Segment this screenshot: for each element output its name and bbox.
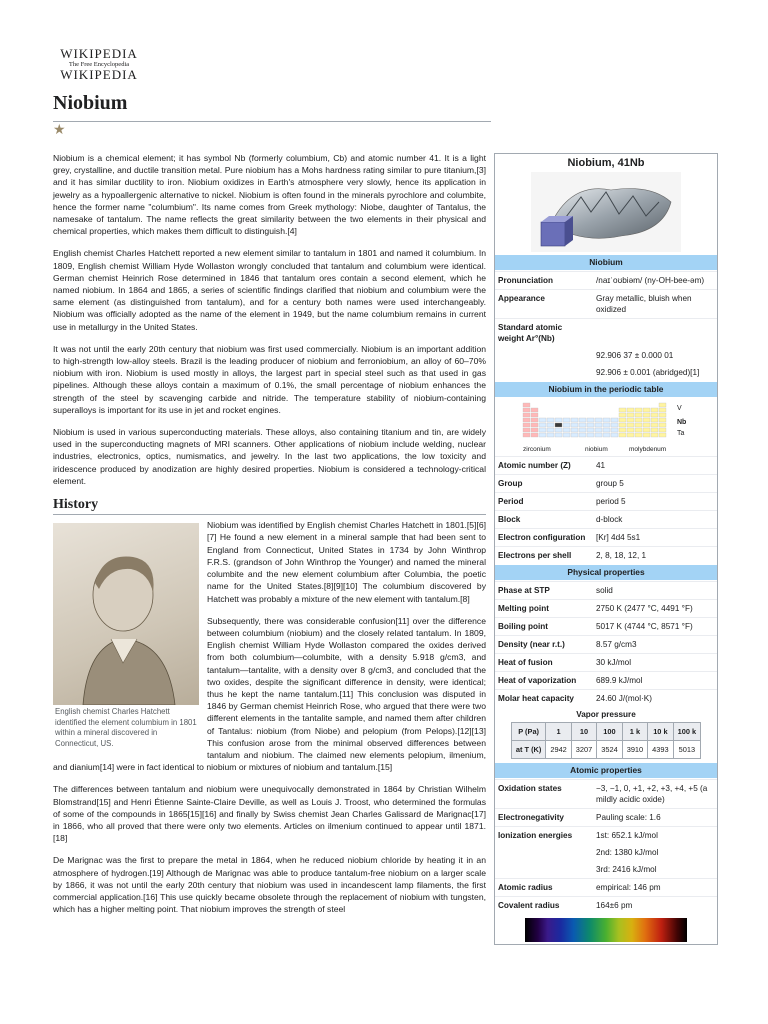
pt-cell — [547, 433, 554, 437]
infobox-row-label — [495, 364, 593, 381]
infobox-row — [495, 581, 717, 599]
hatchett-portrait[interactable] — [53, 523, 199, 705]
pt-cell — [587, 433, 594, 437]
vp-t-label: at T (K) — [511, 741, 545, 759]
vp-t-cell: 5013 — [673, 741, 701, 759]
pt-cell — [555, 418, 562, 422]
spectral-lines-image[interactable] — [525, 918, 687, 942]
infobox-row — [495, 861, 717, 878]
pt-cell — [579, 418, 586, 422]
pt-cell — [635, 423, 642, 427]
page-title: Niobium — [53, 92, 128, 114]
infobox-rows-position — [495, 456, 717, 564]
infobox-row-label: Heat of vaporization — [498, 676, 577, 685]
pt-cell — [635, 428, 642, 432]
title-divider — [53, 121, 491, 122]
infobox-row — [495, 617, 717, 635]
infobox-row — [495, 546, 717, 564]
infobox-row-value: 41 — [596, 461, 606, 470]
infobox-row-value: 2nd: 1380 kJ/mol — [596, 848, 659, 857]
infobox-row-value: 689.9 kJ/mol — [596, 676, 643, 685]
infobox-row-label: Heat of fusion — [498, 658, 553, 667]
pt-cell — [539, 428, 546, 432]
infobox-row-value: solid — [596, 586, 613, 595]
pt-cell — [659, 433, 666, 437]
infobox-row — [495, 599, 717, 617]
pt-cell — [587, 418, 594, 422]
infobox-row-value: 8.57 g/cm3 — [596, 640, 637, 649]
vp-p-cell: 1 — [546, 723, 571, 741]
infobox-row-label: Pronunciation — [498, 276, 554, 285]
pt-cell — [627, 418, 634, 422]
hatchett-caption: English chemist Charles Hatchett identified the element columbium in 1801 within a mineral discovered in Connecticut, US. — [55, 707, 197, 749]
pt-cell — [627, 433, 634, 437]
pt-cell — [563, 433, 570, 437]
pt-cell — [643, 423, 650, 427]
history-paragraph-3: The differences between tantalum and niobium were unequivocally demonstrated in 1864 by Christian Wilhelm Blomstrand[15] and Henri Étienne Sainte-Claire Deville, as well as Louis J. Troost, who determined the formulas of some of the compounds in 1865[15][16] and finally by Swiss chemist Jean Charles Galissard de Marignac[17] in 1866, who all proved that there were only two elements. Articles on ilmenium continued to appear until 1871.[18] — [53, 784, 486, 844]
infobox-row-label: Electrons per shell — [498, 551, 572, 560]
pt-cell — [547, 428, 554, 432]
infobox-row-label: Density (near r.t.) — [498, 640, 565, 649]
infobox-row — [495, 635, 717, 653]
pt-cell — [555, 433, 562, 437]
pt-cell — [619, 423, 626, 427]
infobox-row-value: 3rd: 2416 kJ/mol — [596, 865, 657, 874]
lead-paragraph-1: Niobium is a chemical element; it has symbol Nb (formerly columbium, Cb) and atomic number 41. It is a light grey, crystalline, and ductile transition metal. Pure niobium has a Mohs hardness rating similar to pure titanium,[3] and it has similar ductility to iron. Niobium oxidizes in Earth's atmosphere very slowly, hence its application in jewelry as a hypoallergenic alternative to nickel. Niobium is often found in the minerals pyrochlore and columbite, hence the former name "columbium". Its name comes from Greek mythology: Niobe, daughter of Tantalus, the namesake of tantalum. The name reflects the great similarity between the two elements in their physical and chemical properties, which makes them difficult to distinguish.[4] — [53, 153, 486, 237]
pt-cell — [523, 428, 530, 432]
infobox-row — [495, 844, 717, 861]
infobox-row — [495, 779, 717, 808]
pt-cell — [619, 433, 626, 437]
pt-cell — [659, 423, 666, 427]
vapor-pressure-table — [511, 722, 701, 759]
pt-cell — [659, 403, 666, 407]
infobox-row-label: Group — [498, 479, 523, 488]
pt-cell — [523, 418, 530, 422]
niobium-crystal-image[interactable] — [531, 172, 681, 252]
pt-cell — [531, 423, 538, 427]
infobox-row-label: Ionization energies — [498, 831, 573, 840]
infobox-row-label: Boiling point — [498, 622, 549, 631]
pt-cell — [651, 413, 658, 417]
infobox-row-label: Electron configuration — [498, 533, 586, 542]
pt-cell — [643, 413, 650, 417]
infobox-row — [495, 289, 717, 318]
pt-cell — [571, 423, 578, 427]
infobox-title: Niobium, 41Nb — [567, 157, 645, 169]
infobox-row — [495, 689, 717, 707]
infobox-row-value: Gray metallic, bluish when oxidized — [596, 294, 692, 314]
infobox-row-value: 92.906 37 ± 0.000 01 — [596, 351, 674, 360]
infobox-rows-atomic — [495, 779, 717, 914]
infobox-row-label: Period — [498, 497, 524, 506]
pt-cell — [595, 428, 602, 432]
pt-cell — [555, 428, 562, 432]
pt-cell — [611, 418, 618, 422]
pt-cell — [531, 408, 538, 412]
logo-wordmark: WIKIPEDIA — [60, 46, 138, 61]
pt-cell — [547, 418, 554, 422]
infobox-row-value: 5017 K (4744 °C, 8571 °F) — [596, 622, 693, 631]
vp-t-cell: 2942 — [546, 741, 571, 759]
vp-p-cell: 100 — [597, 723, 622, 741]
pt-cell — [619, 408, 626, 412]
vp-p-cell: 10 k — [648, 723, 673, 741]
pt-cell — [595, 423, 602, 427]
pt-cell — [627, 428, 634, 432]
pt-cell — [587, 423, 594, 427]
article-body — [53, 152, 486, 925]
pt-label-nb: Nb — [677, 419, 687, 426]
infobox-row-label: Phase at STP — [498, 586, 550, 595]
pt-cell — [611, 428, 618, 432]
infobox-row — [495, 510, 717, 528]
pt-cell — [539, 418, 546, 422]
pt-cell — [571, 428, 578, 432]
pt-cell — [635, 408, 642, 412]
infobox-row-value: 92.906 ± 0.001 (abridged)[1] — [596, 368, 700, 377]
pt-label-ta: Ta — [677, 430, 685, 437]
pt-cell — [627, 413, 634, 417]
pt-cell — [523, 413, 530, 417]
history-paragraph-4: De Marignac was the first to prepare the metal in 1864, when he reduced niobium chloride by heating it in an atmosphere of hydrogen.[19] Although de Marignac was able to produce tantalum-free niobium on a larger scale by 1866, it was not until the early 20th century that niobium was used in incandescent lamp filaments, the first commercial application.[16] This use quickly became obsolete through the replacement of niobium with tungsten, which has a higher melting point. That niobium improves the strength of steel — [53, 855, 486, 915]
infobox-row-label: Standard atomic weight Ar°(Nb) — [498, 323, 563, 343]
pt-cell — [539, 433, 546, 437]
history-heading: History — [53, 499, 486, 515]
lead-paragraph-3: It was not until the early 20th century that niobium was first used commercially. Niobium is an important addition to high-strength low-alloy steels. Brazil is the leading producer of niobium and ferroniobium, an alloy of 60–70% niobium with iron. Niobium is used mostly in alloys, the largest part in special steel such as that used in gas pipelines. Although these alloys contain a maximum of 0.1%, the small percentage of niobium enhances the strength of the steel by scavenging carbide and nitride. The temperature stability of niobium-containing superalloys is important for its use in jet and rocket engines. — [53, 343, 486, 415]
pt-cell — [579, 423, 586, 427]
infobox-row-value: 164±6 pm — [596, 901, 633, 910]
infobox-row — [495, 271, 717, 289]
history-paragraph-1: Niobium was identified by English chemist Charles Hatchett in 1801.[5][6][7] He found a new element in a mineral sample that had been sent to England from Connecticut, United States in 1734 by John Winthrop F.R.S. (grandson of John Winthrop the Younger) and named the mineral columbite and the new element columbium after Columbia, the poetic name for the United States.[8][9][10] The columbium discovered by Hatchett was probably a mixture of the new element with tantalum.[8] — [207, 520, 486, 604]
pt-cell — [659, 418, 666, 422]
infobox-row — [495, 826, 717, 844]
infobox-row — [495, 347, 717, 364]
pt-cell — [611, 433, 618, 437]
pt-cell — [651, 433, 658, 437]
hatchett-figure — [53, 523, 199, 751]
vp-t-cell: 3910 — [622, 741, 647, 759]
infobox-row — [495, 671, 717, 689]
infobox-row-label: Molar heat capacity — [498, 694, 574, 703]
pt-cell — [595, 433, 602, 437]
pt-cell — [603, 433, 610, 437]
pt-cell — [523, 403, 530, 407]
pt-cell — [611, 423, 618, 427]
logo-tagline: The Free Encyclopedia — [68, 61, 130, 68]
pt-cell — [643, 418, 650, 422]
vp-t-cell: 4393 — [648, 741, 673, 759]
infobox-row — [495, 878, 717, 896]
pt-cell — [643, 428, 650, 432]
infobox-row-label: Atomic radius — [498, 883, 553, 892]
infobox-row — [495, 808, 717, 826]
infobox-row-label: Oxidation states — [498, 784, 562, 793]
pt-cell — [579, 428, 586, 432]
infobox-row-label: Melting point — [498, 604, 549, 613]
infobox-row-value: 1st: 652.1 kJ/mol — [596, 831, 658, 840]
pt-cell — [619, 413, 626, 417]
infobox-row — [495, 318, 717, 347]
pt-cell — [603, 418, 610, 422]
infobox-rows-general — [495, 271, 717, 381]
infobox-row — [495, 474, 717, 492]
pt-cell — [571, 433, 578, 437]
vp-p-cell: 100 k — [673, 723, 701, 741]
element-infobox — [494, 153, 718, 945]
featured-star-icon: ★ — [53, 121, 66, 137]
pt-cell — [539, 423, 546, 427]
infobox-row — [495, 653, 717, 671]
logo-wordmark-2: WIKIPEDIA — [60, 67, 138, 82]
section-atomic: Atomic properties — [495, 763, 717, 778]
pt-cell — [643, 433, 650, 437]
infobox-row-value: 2750 K (2477 °C, 4491 °F) — [596, 604, 693, 613]
section-niobium: Niobium — [495, 255, 717, 270]
pt-cell — [651, 423, 658, 427]
pt-cell — [579, 433, 586, 437]
pt-label-niobium: niobium — [585, 446, 608, 453]
infobox-row-label — [495, 861, 593, 878]
pt-cell — [635, 418, 642, 422]
periodic-table-mini[interactable] — [495, 398, 717, 456]
infobox-row-value: [Kr] 4d4 5s1 — [596, 533, 641, 542]
infobox-row-label: Covalent radius — [498, 901, 560, 910]
pt-cell — [523, 423, 530, 427]
pt-cell — [563, 423, 570, 427]
pt-cell — [651, 408, 658, 412]
infobox-row-value: 30 kJ/mol — [596, 658, 632, 667]
lead-paragraph-4: Niobium is used in various superconducting materials. These alloys, also containing titanium and tin, are widely used in the superconducting magnets of MRI scanners. Other applications of niobium include welding, nuclear industries, electronics, optics, numismatics, and jewelry. In the last two applications, the low toxicity and iridescence produced by anodization are highly desired properties. Niobium is considered a technology-critical element. — [53, 427, 486, 486]
pt-cell — [659, 413, 666, 417]
pt-cell — [523, 433, 530, 437]
infobox-row-value: 24.60 J/(mol·K) — [596, 694, 652, 703]
pt-cell — [651, 428, 658, 432]
infobox-row-label — [495, 347, 593, 364]
pt-cell — [619, 428, 626, 432]
wikipedia-logo[interactable] — [53, 46, 145, 83]
pt-cell — [587, 428, 594, 432]
pt-cell — [627, 408, 634, 412]
section-physical: Physical properties — [495, 565, 717, 580]
pt-cell — [563, 428, 570, 432]
infobox-row-label: Atomic number (Z) — [498, 461, 571, 470]
infobox-row-value: empirical: 146 pm — [596, 883, 661, 892]
pt-label-v: V — [677, 405, 682, 412]
infobox-row-label: Appearance — [498, 294, 545, 303]
pt-cell — [531, 413, 538, 417]
pt-cell — [595, 418, 602, 422]
infobox-row-value: −3, −1, 0, +1, +2, +3, +4, +5 (a mildly acidic oxide) — [596, 784, 708, 804]
vp-p-cell: 10 — [571, 723, 596, 741]
infobox-row — [495, 528, 717, 546]
infobox-row-value: period 5 — [596, 497, 626, 506]
pt-cell — [627, 423, 634, 427]
pt-cell — [555, 423, 562, 427]
pt-cell — [571, 418, 578, 422]
pt-label-molybdenum: molybdenum — [629, 446, 667, 453]
vp-p-cell: 1 k — [622, 723, 647, 741]
pt-cell — [659, 408, 666, 412]
pt-cell — [659, 428, 666, 432]
pt-cell — [603, 423, 610, 427]
infobox-row-value: 2, 8, 18, 12, 1 — [596, 551, 647, 560]
infobox-row — [495, 896, 717, 914]
history-paragraph-2: Subsequently, there was considerable confusion[11] over the difference between columbium (niobium) and the closely related tantalum. In 1809, English chemist William Hyde Wollaston compared the oxides derived from both columbium—columbite, with a density 5.918 g/cm3, and tantalum—tantalite, with a density over 8 g/cm3, and concluded that the two oxides, despite the significant difference in density, were identical; thus he kept the name tantalum.[11] This conclusion was disputed in 1846 by German chemist Heinrich Rose, who argued that there were two different elements in the tantalite sample, and named them after children of Tantalus: niobium (from Niobe) and pelopium (from Pelops).[12][13] This confusion arose from the minimal observed differences between tantalum and niobium. The claimed new elements pelopium, ilmenium, and dianium[14] were in fact identical to niobium or mixtures of niobium and tantalum.[15] — [53, 615, 486, 773]
pt-cell — [547, 423, 554, 427]
infobox-row-label: Electronegativity — [498, 813, 564, 822]
pt-cell — [523, 408, 530, 412]
pt-cell — [619, 418, 626, 422]
pt-cell — [531, 428, 538, 432]
lead-paragraph-2: English chemist Charles Hatchett reported a new element similar to tantalum in 1801 and named it columbium. In 1809, English chemist William Hyde Wollaston wrongly concluded that tantalum and columbium were identical. German chemist Heinrich Rose determined in 1846 that tantalum ores contain a second element, which he named niobium. In 1864 and 1865, a series of scientific findings clarified that niobium and columbium were the same element (as distinguished from tantalum), and for a century both names were used interchangeably. Niobium was officially adopted as the name of the element in 1949, but the name columbium remains in current use in metallurgy in the United States. — [53, 248, 486, 332]
pt-cell — [531, 433, 538, 437]
pt-cell — [635, 413, 642, 417]
infobox-rows-physical — [495, 581, 717, 707]
infobox-row-label: Block — [498, 515, 521, 524]
infobox-row-value: /naɪˈoʊbiəm/ (ny-OH-bee-əm) — [596, 276, 705, 285]
pt-cell — [651, 418, 658, 422]
vp-t-cell: 3207 — [571, 741, 596, 759]
infobox-row — [495, 456, 717, 474]
pt-cell — [603, 428, 610, 432]
vp-t-cell: 3524 — [597, 741, 622, 759]
infobox-row — [495, 492, 717, 510]
infobox-row-label — [495, 844, 593, 861]
pt-cell — [563, 418, 570, 422]
infobox-row-value: Pauling scale: 1.6 — [596, 813, 661, 822]
infobox-row-value: group 5 — [596, 479, 624, 488]
pt-cell — [531, 418, 538, 422]
infobox-row-value: d-block — [596, 515, 623, 524]
infobox-row — [495, 364, 717, 381]
pt-cell — [643, 408, 650, 412]
vapor-pressure-title: Vapor pressure — [576, 710, 636, 719]
infobox-row-value — [593, 319, 717, 347]
pt-cell — [635, 433, 642, 437]
vp-p-label: P (Pa) — [511, 723, 545, 741]
pt-label-zirconium: zirconium — [523, 446, 551, 453]
section-periodic-table: Niobium in the periodic table — [495, 382, 717, 397]
